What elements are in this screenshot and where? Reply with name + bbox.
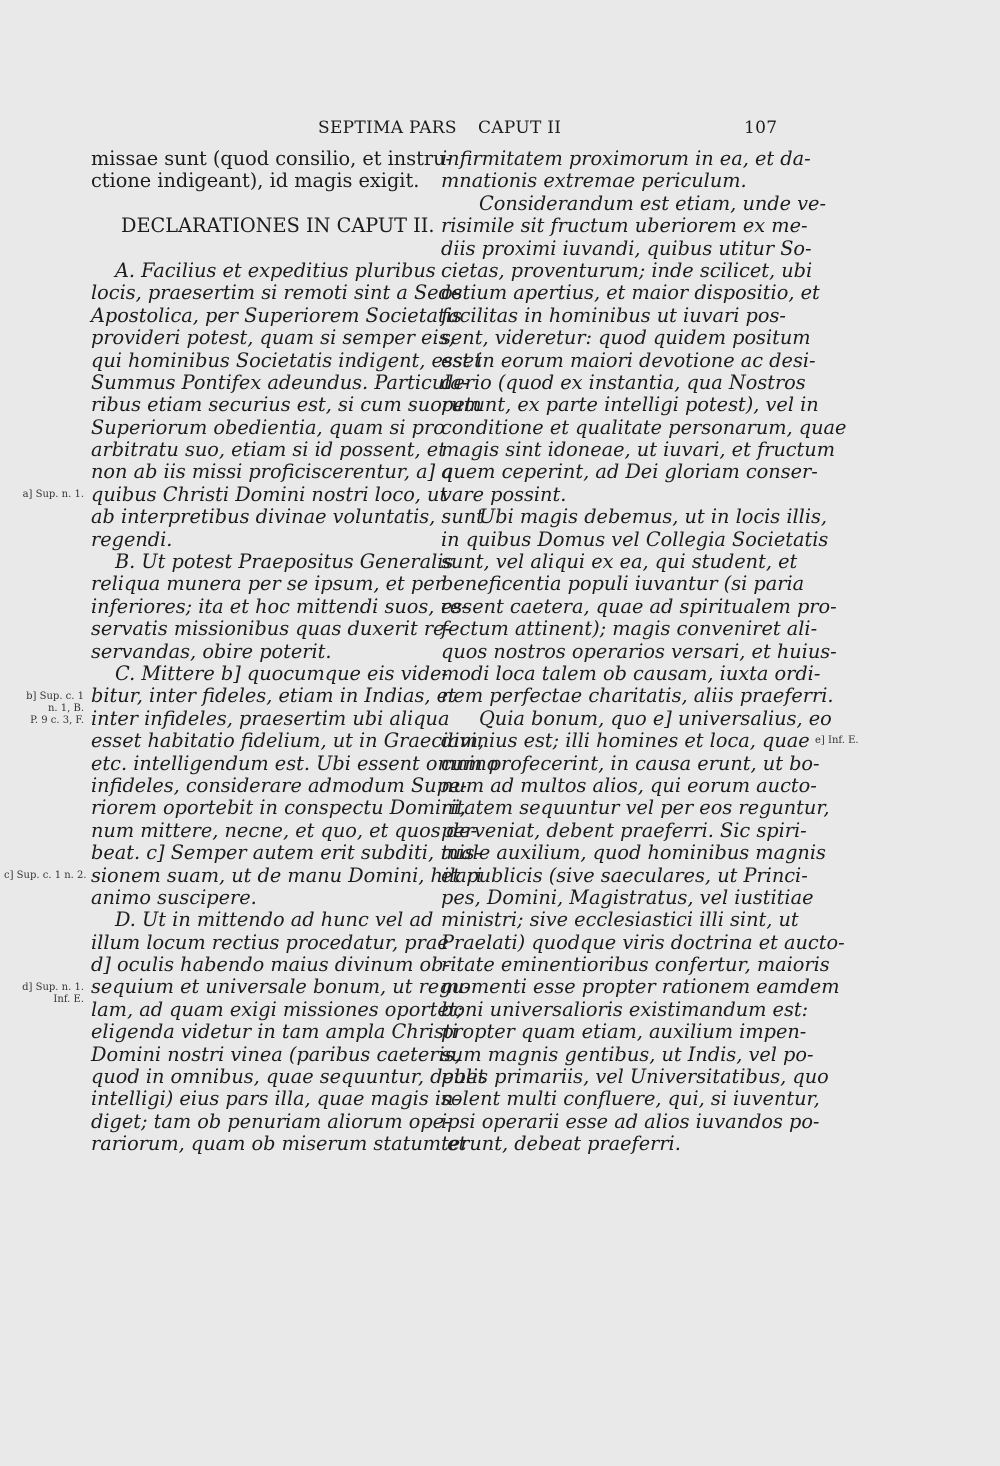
text-line: divinius est; illi homines et loca, quae xyxy=(441,729,810,753)
text-line: in quibus Domus vel Collegia Societatis xyxy=(441,527,829,551)
margin-note-line: a] Sup. n. 1. xyxy=(22,489,84,500)
text-line: Summus Pontifex adeundus. Particula- xyxy=(91,370,469,394)
text-line xyxy=(91,193,431,215)
text-line: provideri potest, quam si semper eis, xyxy=(91,326,455,350)
text-line: inferiores; ita et hoc mittendi suos, re- xyxy=(91,594,468,618)
text-line: regendi. xyxy=(91,527,173,551)
text-line: reliqua munera per se ipsum, et per xyxy=(91,572,444,596)
text-line: magis sint idoneae, ut iuvari, et fructum xyxy=(441,438,835,462)
text-line: conditione et qualitate personarum, quae xyxy=(441,415,847,439)
text-line: sunt, vel aliqui ex ea, qui student, et xyxy=(441,550,798,574)
margin-note-line: e] Inf. E. xyxy=(815,735,859,747)
text-line: ostium apertius, et maior dispositio, et xyxy=(441,281,820,305)
text-line: perveniat, debent praeferri. Sic spiri- xyxy=(441,818,807,842)
text-line: tuale auxilium, quod hominibus magnis xyxy=(441,841,826,865)
text-line: risimile sit fructum uberiorem ex me- xyxy=(441,214,808,238)
text-line: sent, videretur: quod quidem positum xyxy=(441,326,811,350)
text-line: diget; tam ob penuriam aliorum ope- xyxy=(91,1109,451,1133)
text-line: non ab iis missi proficiscerentur, a] a xyxy=(91,460,453,484)
text-line: ctione indigeant), id magis exigit. xyxy=(91,169,420,193)
margin-note-line: c] Sup. c. 1 n. 2. xyxy=(4,869,87,881)
text-line: petunt, ex parte intelligi potest), vel in xyxy=(441,393,819,417)
text-line: illum locum rectius procedatur, prae xyxy=(91,930,449,954)
margin-note-line: d] Sup. n. 1. xyxy=(22,981,84,993)
text-line: et publicis (sive saeculares, ut Princi- xyxy=(441,863,808,887)
text-line: animo suscipere. xyxy=(91,885,257,909)
text-line: A. Facilius et expeditius pluribus xyxy=(115,258,436,282)
text-line: terunt, debeat praeferri. xyxy=(441,1132,681,1156)
text-line: D. Ut in mittendo ad hunc vel ad xyxy=(115,908,434,932)
text-line: modi loca talem ob causam, iuxta ordi- xyxy=(441,661,821,685)
text-line: eligenda videtur in tam ampla Christi xyxy=(91,1020,458,1044)
text-line: Superiorum obedientia, quam si pro xyxy=(91,415,445,439)
text-line: ritatem sequuntur vel per eos reguntur, xyxy=(441,796,830,820)
text-line: Considerandum est etiam, unde ve- xyxy=(479,191,826,215)
text-line xyxy=(91,238,431,260)
margin-note xyxy=(4,489,84,501)
text-line: servandas, obire poterit. xyxy=(91,639,332,663)
margin-note xyxy=(4,982,84,1006)
text-line: locis, praesertim si remoti sint a Sede xyxy=(91,281,463,305)
text-line: ipsi operarii esse ad alios iuvandos po- xyxy=(441,1109,820,1133)
text-line: beat. c] Semper autem erit subditi, mis- xyxy=(91,841,482,865)
text-line: facilitas in hominibus ut iuvari pos- xyxy=(441,303,786,327)
text-line: quem ceperint, ad Dei gloriam conser- xyxy=(441,460,818,484)
text-line: vare possint. xyxy=(441,482,567,506)
text-line: ribus etiam securius est, si cum suorum xyxy=(91,393,482,417)
text-line: nem perfectae charitatis, aliis praeferri. xyxy=(441,684,834,708)
margin-note-line: Inf. E. xyxy=(53,993,84,1005)
text-line: quibus Christi Domini nostri loco, ut xyxy=(91,482,448,506)
header-chapter: CAPUT II xyxy=(478,118,562,138)
text-line: cietas, proventurum; inde scilicet, ubi xyxy=(441,258,813,282)
margin-note xyxy=(4,869,87,882)
text-line: propter quam etiam, auxilium impen- xyxy=(441,1020,807,1044)
text-line: C. Mittere b] quocumque eis vide- xyxy=(115,661,448,685)
text-line: mnationis extremae periculum. xyxy=(441,169,747,193)
text-line: Praelati) quodque viris doctrina et aucto- xyxy=(441,930,845,954)
text-line: inter infideles, praesertim ubi aliqua xyxy=(91,706,450,730)
text-line: quod in omnibus, quae sequuntur, debet xyxy=(91,1065,486,1089)
text-line: num ad multos alios, qui eorum aucto- xyxy=(441,773,817,797)
text-line: ab interpretibus divinae voluntatis, sunt xyxy=(91,505,484,529)
text-line: esset habitatio fidelium, ut in Graeciam, xyxy=(91,729,485,753)
text-line: missae sunt (quod consilio, et instru- xyxy=(91,147,452,170)
text-line: rariorum, quam ob miserum statum et xyxy=(91,1132,467,1156)
text-line: qui hominibus Societatis indigent, esset xyxy=(91,348,482,372)
text-line: arbitratu suo, etiam si id possent, et xyxy=(91,438,446,462)
text-line: pes, Domini, Magistratus, vel iustitiae xyxy=(441,885,814,909)
text-line: sequium et universale bonum, ut regu- xyxy=(91,975,471,999)
text-line: solent multi confluere, qui, si iuventur, xyxy=(441,1087,820,1111)
text-line: beneficentia populi iuvantur (si paria xyxy=(441,572,805,596)
text-line: pulis primariis, vel Universitatibus, quo xyxy=(441,1065,829,1089)
text-line: boni universalioris existimandum est: xyxy=(441,997,809,1021)
text-line: d] oculis habendo maius divinum ob- xyxy=(91,953,451,977)
text-line: servatis missionibus quas duxerit re- xyxy=(91,617,451,641)
text-line: B. Ut potest Praepositus Generalis xyxy=(115,550,454,574)
text-line: num mittere, necne, et quo, et quos de- xyxy=(91,818,478,842)
text-line: infideles, considerare admodum Supe- xyxy=(91,773,467,797)
text-line: bitur, inter fideles, etiam in Indias, et xyxy=(91,684,456,708)
text-line: essent caetera, quae ad spiritualem pro- xyxy=(441,594,837,618)
text-line: ritate eminentioribus confertur, maioris xyxy=(441,953,830,977)
text-line: est in eorum maiori devotione ac desi- xyxy=(441,348,816,372)
text-line: quos nostros operarios versari, et huius- xyxy=(441,639,837,663)
running-header xyxy=(0,118,1000,144)
margin-note xyxy=(815,735,885,747)
text-line: ministri; sive ecclesiastici illi sint, ut xyxy=(441,908,799,932)
text-line: sum magnis gentibus, ut Indis, vel po- xyxy=(441,1042,814,1066)
margin-note xyxy=(4,691,84,727)
text-line: riorem oportebit in conspectu Domini, xyxy=(91,796,466,820)
margin-note-line: b] Sup. c. 1 xyxy=(26,690,84,702)
text-line: Apostolica, per Superiorem Societatis xyxy=(91,303,462,327)
text-line: Quia bonum, quo e] universalius, eo xyxy=(479,706,832,730)
margin-note-line: P. 9 c. 3, F. xyxy=(30,714,84,726)
text-line: infirmitatem proximorum in ea, et da- xyxy=(441,147,811,170)
text-line: sionem suam, ut de manu Domini, hilari xyxy=(91,863,483,887)
text-line: fectum attinent); magis conveniret ali- xyxy=(441,617,818,641)
text-line: lam, ad quam exigi missiones oportet; xyxy=(91,997,463,1021)
text-line: Domini nostri vinea (paribus caeteris, xyxy=(91,1042,461,1066)
text-line: DECLARATIONES IN CAPUT II. xyxy=(121,214,435,238)
margin-note-line: n. 1, B. xyxy=(47,702,84,714)
text-line: Ubi magis debemus, ut in locis illis, xyxy=(479,505,828,529)
text-line: momenti esse propter rationem eamdem xyxy=(441,975,840,999)
text-line: cum profecerint, in causa erunt, ut bo- xyxy=(441,751,820,775)
page-number: 107 xyxy=(744,118,778,138)
left-text-column xyxy=(91,147,499,1156)
text-line: intelligi) eius pars illa, quae magis in- xyxy=(91,1087,460,1111)
text-line: derio (quod ex instantia, qua Nostros xyxy=(441,370,806,394)
header-part: SEPTIMA PARS xyxy=(318,118,457,138)
text-line: etc. intelligendum est. Ubi essent omnino xyxy=(91,751,499,775)
text-line: diis proximi iuvandi, quibus utitur So- xyxy=(441,236,812,260)
